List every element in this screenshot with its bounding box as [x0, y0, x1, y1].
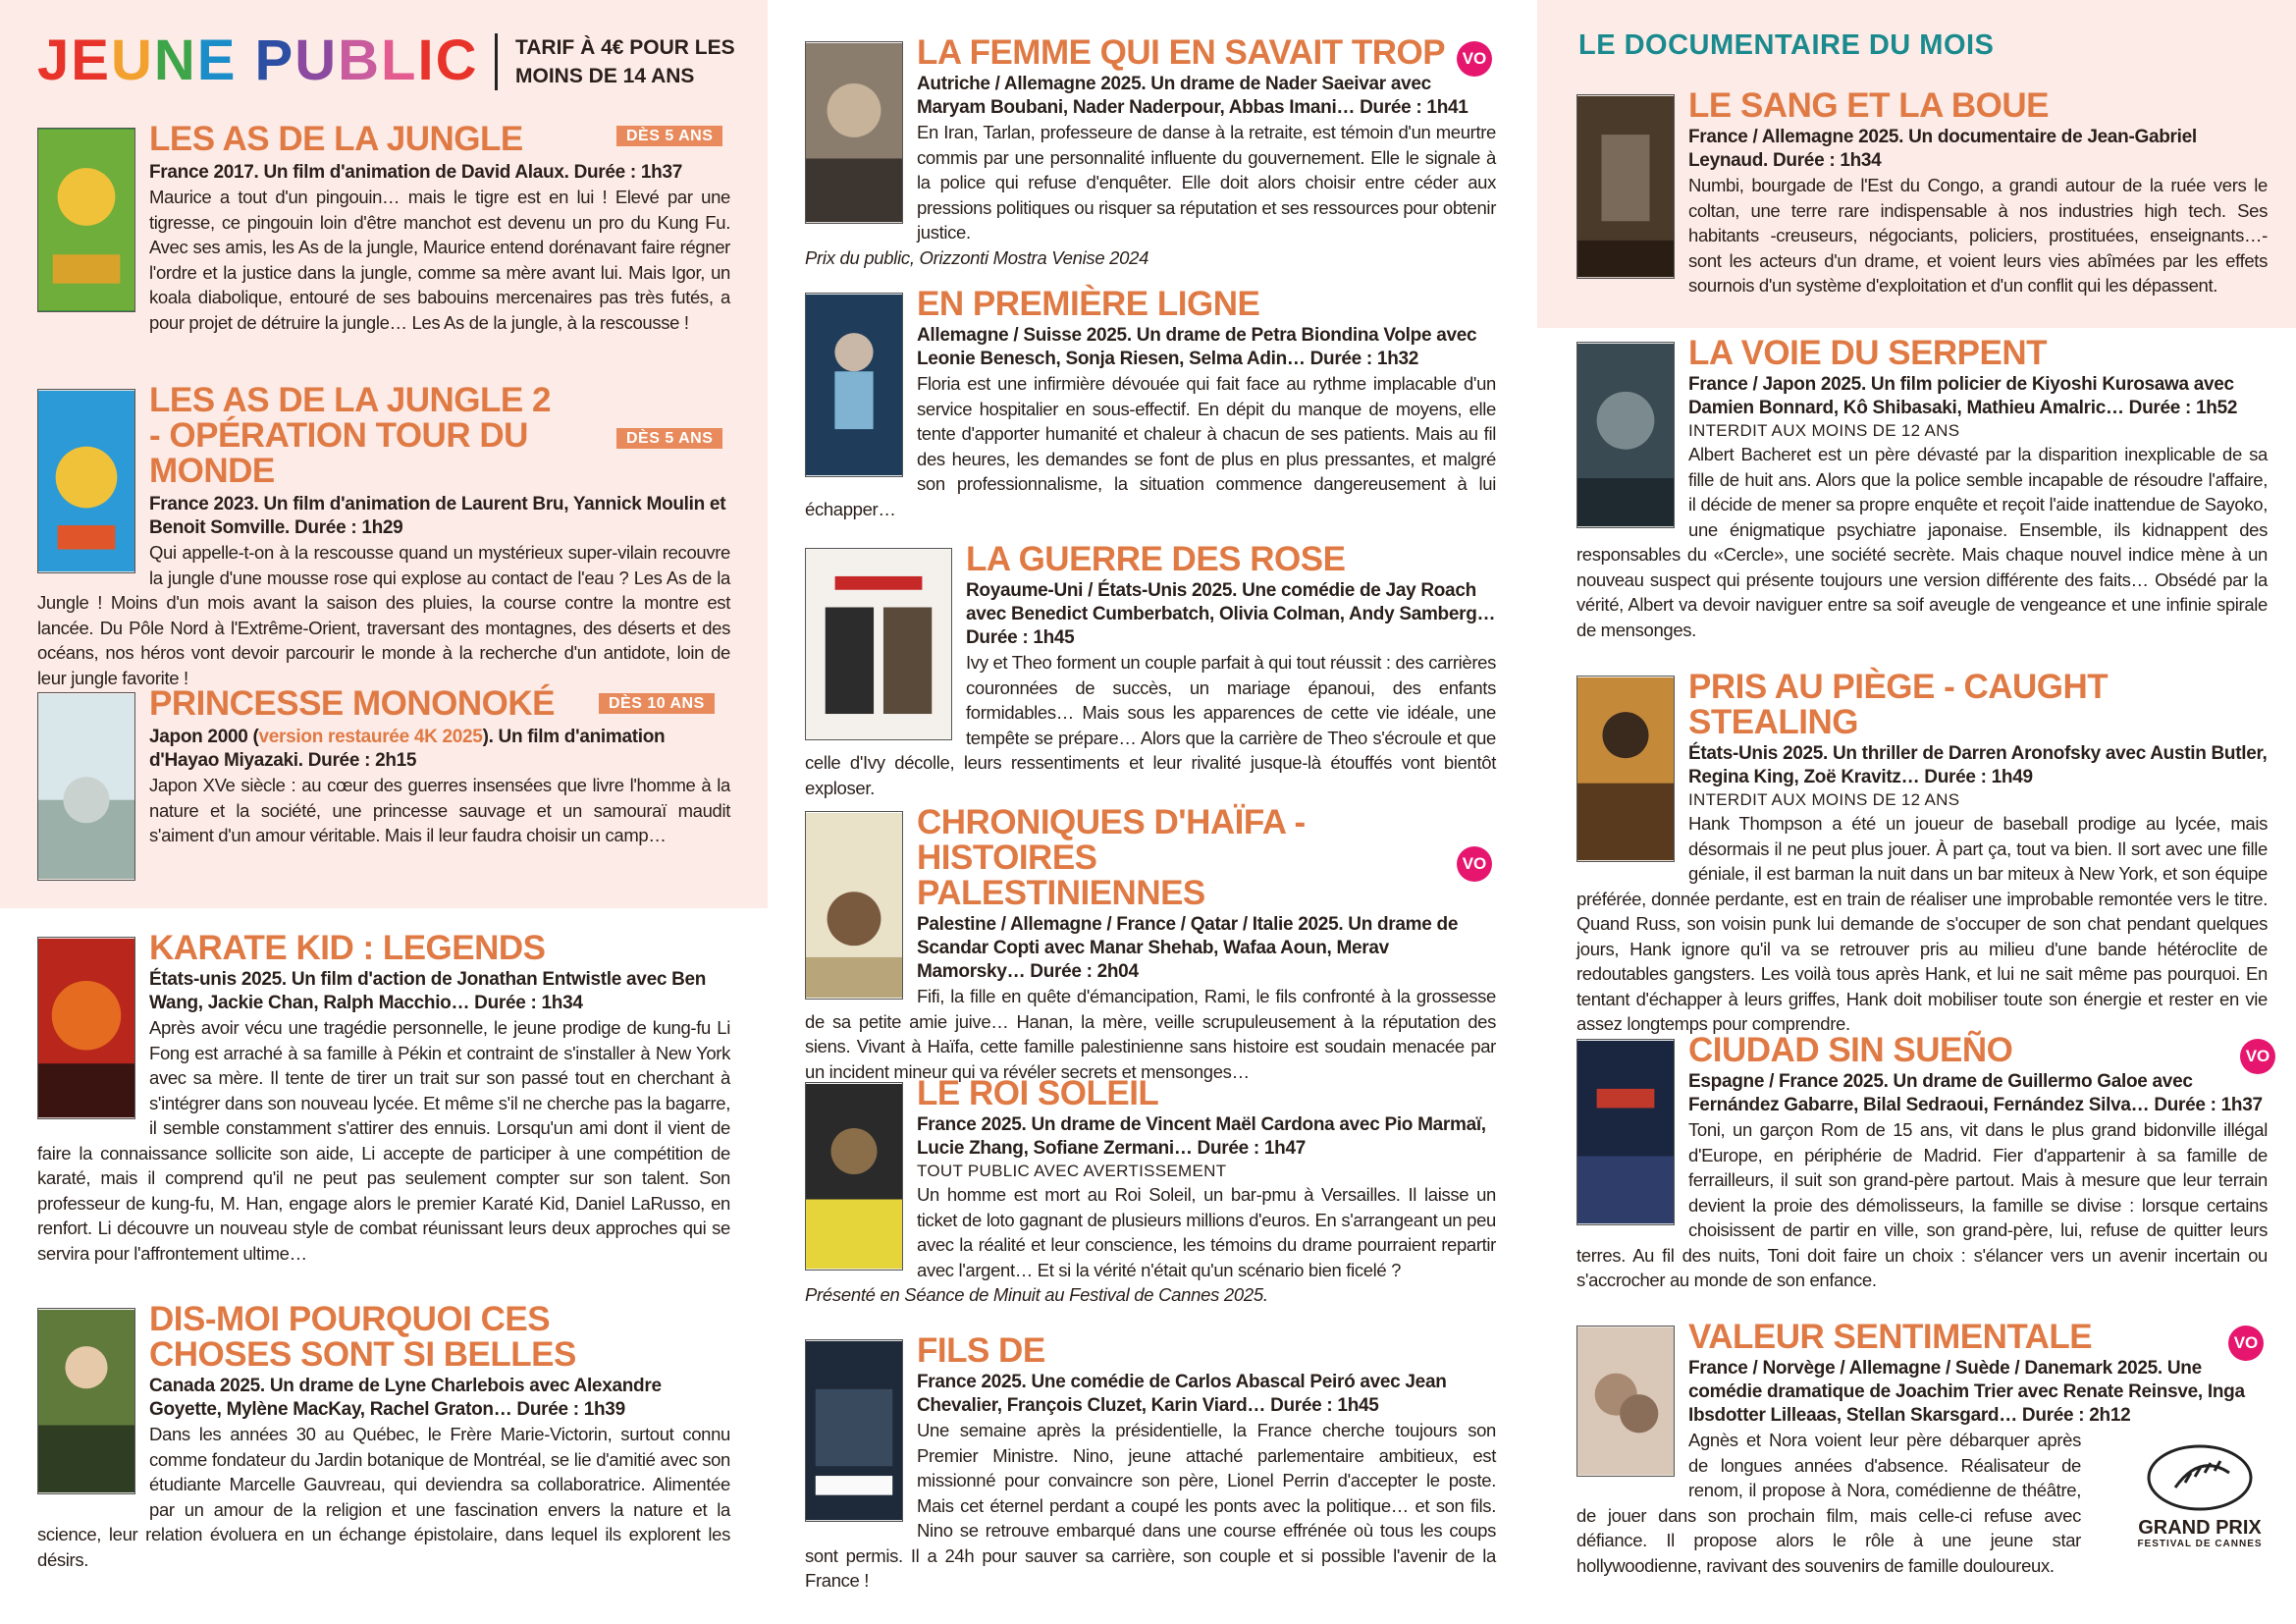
film-meta: Espagne / France 2025. Un drame de Guillermo Galoe avec Fernández Gabarre, Bilal Sedraoui, Fernández Silva… Durée : 1h37	[1688, 1071, 2263, 1115]
film-synopsis: Ivy et Theo forment un couple parfait à qui tout réussit : des carrières couronnées de succès, un mariage épanoui, des enfants formidables… Mais sous les apparences de cette vie idéale, une tempête se prépare… Alors que la carrière de Theo s'écroule et que celle d'Ivy décolle, leurs ressentiments et leur rivalité jusque-là étouffés vont bientôt exploser.	[805, 652, 1496, 798]
film-fils-de	[805, 1331, 1496, 1594]
page-title: JEUNE PUBLIC	[37, 28, 479, 92]
vo-badge: VO	[1457, 846, 1492, 882]
film-title: LES AS DE LA JUNGLE 2 - OPÉRATION TOUR DU MONDE	[149, 381, 551, 490]
film-meta: France 2023. Un film d'animation de Laurent Bru, Yannick Moulin et Benoit Somville. Durée : 1h29	[149, 494, 726, 538]
palm-icon	[2146, 1443, 2254, 1512]
film-title: FILS DE	[917, 1331, 1045, 1370]
film-meta: Palestine / Allemagne / France / Qatar / Italie 2025. Un drame de Scandar Copti avec Manar Shehab, Wafaa Aoun, Merav Mamorsky… Durée : 2h04	[917, 914, 1459, 982]
rating-warning: INTERDIT AUX MOINS DE 12 ANS	[1688, 790, 1960, 809]
film-premiere-ligne	[805, 285, 1496, 521]
film-title: CIUDAD SIN SUEÑO	[1688, 1031, 2013, 1069]
film-pris-au-piege	[1576, 668, 2268, 1037]
film-roi-soleil	[805, 1074, 1496, 1307]
film-haifa	[805, 803, 1496, 1084]
film-title: EN PREMIÈRE LIGNE	[917, 285, 1260, 323]
film-synopsis: Une semaine après la présidentielle, la France cherche toujours son Premier Ministre. Nino, jeune attaché parlementaire ambitieux, est missionné pour convaincre son père, Lionel Perrin d'accepter le poste. Mais cet éternel perdant a coupé les ponts avec la politique… et son fils. Nino se retrouve embarqué dans une course effrénée où tous les coups sont permis. Il a 24h pour sauver sa carrière, son couple et si possible l'avenir de la France !	[805, 1420, 1496, 1591]
tarif-note: TARIF À 4€ POUR LES MOINS DE 14 ANS	[495, 33, 779, 90]
age-badge: DÈS 5 ANS	[616, 126, 722, 146]
film-title: CHRONIQUES D'HAÏFA - HISTOIRES PALESTINIENNES	[917, 803, 1306, 912]
festival-label: FESTIVAL DE CANNES	[2137, 1539, 2263, 1549]
film-synopsis: Agnès et Nora voient leur père débarquer après de longues années d'absence. Réalisateur de renom, il propose à Nora, comédienne de théâtre, de jouer dans son prochain film, mais celle-ci refuse avec défiance. Il propose alors le rôle à une jeune star hollywoodienne, ravivant des souvenirs de famille douloureux.	[1576, 1430, 2081, 1576]
film-mononoke	[37, 684, 730, 885]
vo-badge: VO	[2240, 1039, 2275, 1074]
film-synopsis: Hank Thompson a été un joueur de baseball prodige au lycée, mais désormais il ne peut plus jouer. À part ça, tout va bien. Il sort avec une fille géniale, il est barman la nuit dans un bar miteux à New York, et son équipe préférée, donnée perdante, est en train de réaliser une improbable remontée vers le titre. Quand Russ, son voisin punk lui demande de s'occuper de son chat pendant quelques jours, Hank ignore qu'il va se retrouver pris au milieu d'une bande hétéroclite de redoutables gangsters. Les voilà tous après Hank, et lui ne sait même pas pourquoi. En tentant d'échapper à leurs griffes, Hank doit mobiliser toute son énergie et rester en vie assez longtemps pour comprendre.	[1576, 813, 2268, 1034]
film-synopsis: Un homme est mort au Roi Soleil, un bar-pmu à Versailles. Il laisse un ticket de loto gagnant de plusieurs millions d'euros. En s'arrangeant un peu avec la réalité et leur conscience, les témoins du drame pourraient repartir avec l'argent… Et si la vérité n'était qu'un scénario bien ficelé ?	[917, 1184, 1496, 1280]
film-guerre-rose	[805, 540, 1496, 800]
film-ciudad	[1576, 1031, 2270, 1293]
film-meta: États-unis 2025. Un film d'action de Jonathan Entwistle avec Ben Wang, Jackie Chan, Ralph Macchio… Durée : 1h34	[149, 969, 707, 1013]
jeune-public-header	[37, 28, 735, 92]
film-meta: Japon 2000 (version restaurée 4K 2025). Un film d'animation d'Hayao Miyazaki. Durée : 2h15	[149, 727, 666, 771]
film-award: Prix du public, Orizzonti Mostra Venise 2024	[805, 246, 1149, 268]
rating-warning: INTERDIT AUX MOINS DE 12 ANS	[1688, 421, 1960, 440]
film-synopsis: En Iran, Tarlan, professeure de danse à la retraite, est témoin d'un meurtre commis par une personnalité influente du gouvernement. Elle le signale à la police qui refuse d'enquêter. Elle doit alors choisir entre céder aux pressions politiques ou risquer sa réputation et ses ressources pour obtenir justice.	[917, 122, 1496, 243]
restored-label: version restaurée 4K 2025	[258, 727, 483, 747]
film-synopsis: Albert Bacheret est un père dévasté par la disparition inexplicable de sa fille de huit ans. Alors que la police semble incapable de résoudre l'affaire, il décide de mener sa propre enquête et reçoit l'aide inattendue de Sayoko, une énigmatique psychiatre japonaise. Ensemble, ils kidnappent des responsables du «Cercle», une société secrète. Mais chaque nouvel indice mène à un nouveau suspect qui présente toujours une version différente des faits… Obsédé par la vérité, Albert va devoir naviguer entre sa soif aveugle de vengeance et une infinie spirale de mensonges.	[1576, 444, 2268, 640]
film-dis-moi	[37, 1300, 730, 1572]
film-title: DIS-MOI POURQUOI CES CHOSES SONT SI BELLES	[149, 1300, 576, 1374]
film-voie-serpent	[1576, 334, 2268, 642]
film-meta: France 2017. Un film d'animation de David Alaux. Durée : 1h37	[149, 162, 683, 183]
film-meta: France / Japon 2025. Un film policier de Kiyoshi Kurosawa avec Damien Bonnard, Kô Shibasaki, Mathieu Amalric… Durée : 1h52	[1688, 374, 2238, 418]
film-synopsis: Dans les années 30 au Québec, le Frère Marie-Victorin, surtout connu comme fondateur du Jardin botanique de Montréal, se lie d'amitié avec son étudiante Marcelle Gauvreau, qui deviendra sa collaboratrice. Alimentée par un amour de la religion et une fascination envers la nature et la science, leur relation évoluera en un échange épistolaire, dans lequel ils explorent les désirs.	[37, 1424, 730, 1570]
film-meta: Allemagne / Suisse 2025. Un drame de Petra Biondina Volpe avec Leonie Benesch, Sonja Riesen, Selma Adin… Durée : 1h32	[917, 325, 1477, 369]
film-synopsis: Qui appelle-t-on à la rescousse quand un mystérieux super-vilain recouvre la jungle d'une mousse rose qui explose au contact de l'eau ? Les As de la Jungle ! Moins d'un mois avant la saison des pluies, la course contre la montre est lancée. Du Pôle Nord à l'Extrême-Orient, traversant des montagnes, des déserts et des océans, nos héros vont devoir parcourir le monde à la recherche d'un antidote, loin de leur jungle favorite !	[37, 542, 730, 688]
cannes-grand-prix	[2126, 1443, 2273, 1549]
film-title: PRIS AU PIÈGE - CAUGHT STEALING	[1688, 668, 2109, 741]
rating-warning: TOUT PUBLIC AVEC AVERTISSEMENT	[917, 1162, 1227, 1180]
grand-prix-label: GRAND PRIX	[2138, 1517, 2262, 1539]
film-sang-boue	[1576, 86, 2268, 298]
film-meta: États-Unis 2025. Un thriller de Darren Aronofsky avec Austin Butler, Regina King, Zoë Kravitz… Durée : 1h49	[1688, 743, 2268, 787]
film-karate-kid	[37, 929, 730, 1266]
film-title: PRINCESSE MONONOKÉ	[149, 684, 555, 723]
film-title: LA VOIE DU SERPENT	[1688, 334, 2048, 372]
age-badge: DÈS 10 ANS	[599, 693, 715, 714]
film-synopsis: Après avoir vécu une tragédie personnelle, le jeune prodige de kung-fu Li Fong est arraché à sa famille à Pékin et contraint de s'installer à New York avec sa mère. Il tente de tirer un trait sur son passé tout en cherchant à s'intégrer dans son nouveau lycée. Et même s'il ne cherche pas la bagarre, il semble constamment s'attirer des ennuis. Lorsqu'un ami dont il vient de faire la connaissance sollicite son aide, Li accepte de participer à une compétition de karaté, mais il comprend qu'il ne peut pas seulement compter sur son talent. Son professeur de kung-fu, M. Han, engage alors le premier Karaté Kid, Daniel LaRusso, en renfort. Li découvre un nouveau style de combat réunissant leurs deux approches qui se servira pour l'affrontement ultime…	[37, 1017, 730, 1264]
vo-badge: VO	[2228, 1326, 2264, 1361]
film-title: LA GUERRE DES ROSE	[966, 540, 1346, 578]
film-title: LES AS DE LA JUNGLE	[149, 120, 523, 158]
film-synopsis: Floria est une infirmière dévouée qui fait face au rythme implacable d'un service hospitalier en sous-effectif. En dépit du manque de moyens, elle tente d'apporter humanité et chaleur à chacun de ses patients. Mais au fil des heures, les demandes se font de plus en plus pressantes, et malgré son professionnalisme, la situation commence dangereusement à lui échapper…	[805, 373, 1496, 519]
documentaire-heading: LE DOCUMENTAIRE DU MOIS	[1578, 29, 1995, 61]
film-title: LA FEMME QUI EN SAVAIT TROP	[917, 33, 1446, 72]
film-synopsis: Numbi, bourgade de l'Est du Congo, a grandi autour de la ruée vers le coltan, une terre rare indispensable à nos industries high tech. Ses habitants -creuseurs, négociants, policiers, prostituées, enseignants…- sont les acteurs d'un drame, et voient leurs vies abîmées par les effets sournois d'un système d'exploitation et d'un conflit qui les dépassent.	[1688, 175, 2268, 296]
film-synopsis: Japon XVe siècle : au cœur des guerres insensées que livre l'homme à la nature et la société, une princesse sauvage et un samouraï maudit s'aiment d'un amour véritable. Mais il leur faudra choisir un camp…	[149, 775, 730, 845]
film-meta: France 2025. Un drame de Vincent Maël Cardona avec Pio Marmaï, Lucie Zhang, Sofiane Zermani… Durée : 1h47	[917, 1114, 1486, 1159]
film-meta: France / Allemagne 2025. Un documentaire de Jean-Gabriel Leynaud. Durée : 1h34	[1688, 127, 2197, 171]
film-meta: Royaume-Uni / États-Unis 2025. Une comédie de Jay Roach avec Benedict Cumberbatch, Olivia Colman, Andy Samberg… Durée : 1h45	[966, 580, 1496, 648]
film-title: LE SANG ET LA BOUE	[1688, 86, 2049, 125]
film-la-femme	[805, 33, 1496, 270]
vo-badge: VO	[1457, 41, 1492, 77]
film-as-jungle-2	[37, 381, 730, 690]
film-synopsis: Maurice a tout d'un pingouin… mais le tigre est en lui ! Elevé par une tigresse, ce pingouin loin d'être manchot est devenu un pro du Kung Fu. Avec ses amis, les As de la jungle, Maurice entend dorénavant faire régner l'ordre et la justice dans la jungle, comme sa mère avant lui. Mais Igor, un koala diabolique, entouré de ses babouins mercenaires pas très futés, a pour projet de détruire la jungle… Les As de la jungle, à la rescousse !	[149, 187, 730, 333]
film-synopsis: Toni, un garçon Rom de 15 ans, vit dans le plus grand bidonville illégal d'Europe, en périphérie de Madrid. Fier d'appartenir à sa famille de ferrailleurs, il suit son grand-père partout. Mais à mesure que leur terrain devient la proie des démolisseurs, la famille se divise : lorsque certains choisissent de partir en ville, son grand-père, lui, refuse de quitter leurs terres. Au fil des nuits, Toni doit faire un choix : s'élancer vers un avenir incertain ou s'accrocher au monde de son enfance.	[1576, 1119, 2268, 1290]
age-badge: DÈS 5 ANS	[616, 428, 722, 449]
film-meta: Autriche / Allemagne 2025. Un drame de Nader Saeivar avec Maryam Boubani, Nader Naderpour, Abbas Imani… Durée : 1h41	[917, 74, 1468, 118]
film-meta: Canada 2025. Un drame de Lyne Charlebois avec Alexandre Goyette, Mylène MacKay, Rachel Graton… Durée : 1h39	[149, 1376, 662, 1420]
film-award: Présenté en Séance de Minuit au Festival de Cannes 2025.	[805, 1284, 1268, 1305]
film-title: KARATE KID : LEGENDS	[149, 929, 546, 967]
film-as-jungle	[37, 120, 730, 335]
film-title: LE ROI SOLEIL	[917, 1074, 1159, 1112]
film-meta: France 2025. Une comédie de Carlos Abascal Peiró avec Jean Chevalier, François Cluzet, Karin Viard… Durée : 1h45	[917, 1372, 1447, 1416]
film-synopsis: Fifi, la fille en quête d'émancipation, Rami, le fils confronté à la grossesse de sa petite amie juive… Hanan, la mère, veille scrupuleusement à la réputation des siens. Vivant à Haïfa, cette famille palestinienne sans histoire est soudain menacée par un incident mineur qui va révéler secrets et mensonges…	[805, 986, 1496, 1082]
film-title: VALEUR SENTIMENTALE	[1688, 1318, 2093, 1356]
film-meta: France / Norvège / Allemagne / Suède / Danemark 2025. Une comédie dramatique de Joachim Trier avec Renate Reinsve, Inga Ibsdotter Lilleaas, Stellan Skarsgard… Durée : 2h12	[1688, 1358, 2245, 1426]
